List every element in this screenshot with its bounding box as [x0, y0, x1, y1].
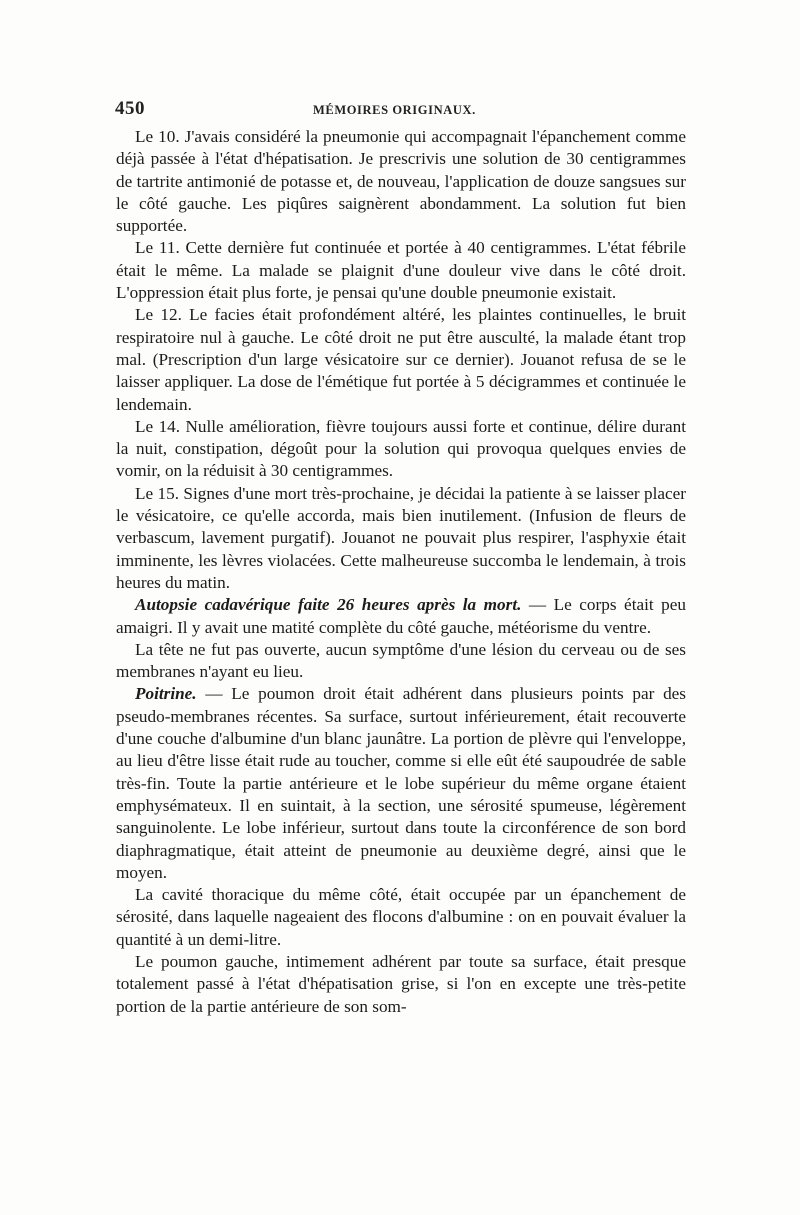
paragraph-tete	[116, 639, 686, 684]
paragraph-cavite-thoracique	[116, 884, 686, 951]
paragraph-le-14	[116, 416, 686, 483]
paragraph-text: Le 11. Cette dernière fut continuée et portée à 40 centigrammes. L'état fébrile était le même. La malade se plaignit d'une douleur vive dans le côté droit. L'oppression était plus forte, je pensai qu'une double pneumonie existait.	[116, 238, 686, 303]
running-title: MÉMOIRES ORIGINAUX.	[313, 103, 476, 117]
paragraph-le-11	[116, 237, 686, 304]
paragraph-le-10	[116, 126, 686, 237]
paragraph-text: Le 10. J'avais considéré la pneumonie qui accompagnait l'épanchement comme déjà passée à l'état d'hépatisation. Je prescrivis une solution de 30 centigrammes de tartrite antimonié de potasse et, de nouveau, l'application de douze sangsues sur le côté gauche. Les piqûres saignèrent abondamment. La solution fut bien supportée.	[116, 127, 686, 236]
section-lead-poitrine: Poitrine.	[135, 684, 197, 704]
page-header	[115, 98, 685, 124]
page-number: 450	[115, 98, 145, 119]
paragraph-poumon-gauche	[116, 951, 686, 1018]
paragraph-autopsie	[116, 594, 686, 639]
body-text	[116, 126, 686, 1018]
paragraph-le-12	[116, 304, 686, 415]
paragraph-text: La cavité thoracique du même côté, était occupée par un épanchement de sérosité, dans laquelle nageaient des flocons d'albumine : on en pouvait évaluer la quantité à un demi-litre.	[116, 885, 686, 949]
paragraph-text: Le 14. Nulle amélioration, fièvre toujours aussi forte et continue, délire durant la nuit, constipation, dégoût pour la solution qui provoqua quelques envies de vomir, on la réduisit à 30 centigrammes.	[116, 416, 686, 481]
paragraph-text: — Le poumon droit était adhérent dans plusieurs points par des pseudo-membranes récentes. Sa surface, surtout inférieurement, était recouverte d'une couche d'albumine d'un blanc jaunâtre. La portion de plèvre qui l'enveloppe, au lieu d'être lisse était rude au toucher, comme si elle eût été saupoudrée de sable très-fin. Toute la partie antérieure et le lobe supérieur du même organe étaient emphysémateux. Il en suintait, à la section, une sérosité spumeuse, légèrement sanguinolente. Le lobe inférieur, surtout dans toute la circonférence de son bord diaphragmatique, était atteint de pneumonie au deuxième degré, ainsi que le moyen.	[116, 684, 686, 882]
paragraph-text: Le 12. Le facies était profondément altéré, les plaintes continuelles, le bruit respiratoire nul à gauche. Le côté droit ne put être ausculté, la malade étant trop mal. (Prescription d'un large vésicatoire sur ce dernier). Jouanot refusa de se le laisser appliquer. La dose de l'émétique fut portée à 5 décigrammes et continuée le lendemain.	[116, 305, 686, 414]
paragraph-le-15	[116, 483, 686, 594]
paragraph-text: — Le corps était peu amaigri. Il y avait une matité complète du côté gauche, météorisme du ventre.	[116, 595, 686, 637]
paragraph-poitrine	[116, 683, 686, 884]
paragraph-text: Le 15. Signes d'une mort très-prochaine, je décidai la patiente à se laisser placer le vésicatoire, ce qu'elle accorda, mais bien inutilement. (Infusion de fleurs de verbascum, lavement purgatif). Jouanot ne pouvait plus respirer, l'asphyxie était imminente, les lèvres violacées. Cette malheureuse succomba le lendemain, à trois heures du matin.	[116, 483, 686, 592]
paragraph-text: La tête ne fut pas ouverte, aucun symptôme d'une lésion du cerveau ou de ses membranes n'ayant eu lieu.	[116, 639, 686, 682]
paragraph-text: Le poumon gauche, intimement adhérent par toute sa surface, était presque totalement passé à l'état d'hépatisation grise, si l'on en excepte une très-petite portion de la partie antérieure de son som-	[116, 951, 686, 1016]
section-lead-autopsie: Autopsie cadavérique faite 26 heures après la mort.	[135, 595, 522, 615]
